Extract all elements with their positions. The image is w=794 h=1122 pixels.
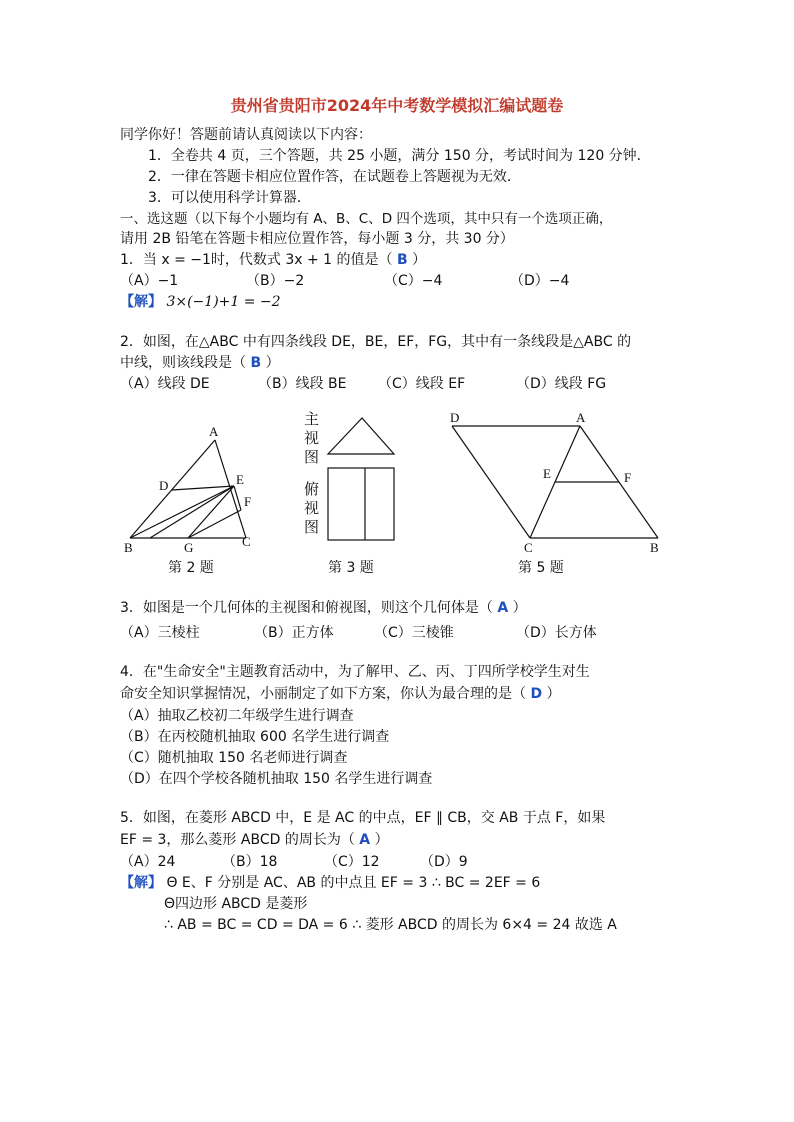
q5-solution-text-3: ∴ AB = BC = CD = DA = 6 ∴ 菱形 ABCD 的周长为 6×4 = 24 故选 A <box>164 917 617 933</box>
instruction-item: 3．可以使用科学计算器． <box>148 190 311 206</box>
fig2-label-e: E <box>236 472 244 487</box>
fig5-caption: 第 5 题 <box>518 560 564 576</box>
q3-stem-line <box>120 598 527 618</box>
fig3-top-label-1: 俯 <box>304 480 320 498</box>
q3-close: ） <box>512 600 527 616</box>
q5-solution-line1 <box>120 873 540 893</box>
fig2-segment-extra <box>150 486 234 538</box>
fig2-segment-ac <box>215 440 246 538</box>
fig2-segment-ge <box>188 486 234 538</box>
fig5-label-e: E <box>543 466 551 481</box>
q5-solution-label: 【解】 <box>120 875 162 891</box>
fig5-segment-dc <box>452 426 530 538</box>
q3-option-d: （D）长方体 <box>516 625 597 641</box>
fig3-front-label-2: 视 <box>304 429 320 447</box>
fig5-label-d: D <box>450 410 460 425</box>
q5-solution-text-1: Θ E、F 分别是 AC、AB 的中点且 EF = 3 ∴ BC = 2EF = 6 <box>166 875 541 891</box>
fig2-label-b: B <box>124 540 133 555</box>
q4-line2 <box>120 684 561 704</box>
figure-2 <box>130 440 246 538</box>
fig2-caption: 第 2 题 <box>168 560 214 576</box>
q5-close: ） <box>374 832 389 848</box>
q1-close: ） <box>412 252 427 268</box>
q2-option-a: （A）线段 DE <box>120 376 210 392</box>
q3-option-b: （B）正方体 <box>254 625 334 641</box>
q2-option-d: （D）线段 FG <box>516 376 607 392</box>
fig2-segment-de <box>172 486 234 490</box>
q2-option-b: （B）线段 BE <box>258 376 347 392</box>
q2-line1: 2．如图，在△ABC 中有四条线段 DE，BE，EF，FG，其中有一条线段是△ABC 的 <box>120 334 632 350</box>
q2-close: ） <box>265 355 280 371</box>
instruction-item: 2．一律在答题卡相应位置作答，在试题卷上答题视为无效． <box>148 169 521 185</box>
fig2-segment-ab <box>130 440 215 538</box>
q5-line2 <box>120 830 389 850</box>
q1-stem-line <box>120 250 426 270</box>
fig2-label-d: D <box>159 478 169 493</box>
q3-option-c: （C）三棱锥 <box>374 625 454 641</box>
fig3-front-label-1: 主 <box>304 410 320 428</box>
fig5-label-a: A <box>576 410 586 425</box>
q1-solution <box>120 292 281 312</box>
q1-answer: B <box>397 252 408 268</box>
q4-line1: 4．在"生命安全"主题教育活动中，为了解甲、乙、丙、丁四所学校学生对生 <box>120 664 590 680</box>
q1-option-a: （A）−1 <box>120 273 179 289</box>
fig3-top-label-2: 视 <box>304 499 320 517</box>
q4-option-c: （C）随机抽取 150 名老师进行调查 <box>120 750 348 766</box>
fig3-caption: 第 3 题 <box>328 560 374 576</box>
fig2-label-c: C <box>242 534 251 549</box>
fig3-top-label-3: 图 <box>304 518 320 536</box>
fig2-segment-ef <box>234 486 241 510</box>
q3-option-a: （A）三棱柱 <box>120 625 200 641</box>
q4-option-b: （B）在丙校随机抽取 600 名学生进行调查 <box>120 729 390 745</box>
q3-answer: A <box>497 600 509 616</box>
q5-solution-text-2: Θ四边形 ABCD 是菱形 <box>164 896 308 912</box>
q1-solution-text: 3×(−1)+1 = −2 <box>166 294 281 310</box>
q2-option-c: （C）线段 EF <box>378 376 466 392</box>
q4-close: ） <box>546 686 561 702</box>
q5-answer: A <box>359 832 371 848</box>
fig2-label-f: F <box>244 494 252 509</box>
fig3-top-view <box>328 468 394 540</box>
section-heading-line1: 一、选这题（以下每个小题均有 A、B、C、D 四个选项，其中只有一个选项正确， <box>120 211 613 227</box>
fig2-label-g: G <box>184 540 194 555</box>
q5-option-a: （A）24 <box>120 854 176 870</box>
q4-answer: D <box>530 686 543 702</box>
q1-option-b: （B）−2 <box>246 273 305 289</box>
q5-line1: 5．如图，在菱形 ABCD 中，E 是 AC 的中点，EF ∥ CB，交 AB 于点 F，如果 <box>120 810 606 826</box>
q2-stem: 中线，则该线段是（ <box>120 355 246 371</box>
instructions-greeting: 同学你好！答题前请认真阅读以下内容： <box>120 127 372 143</box>
figures-area <box>0 400 794 590</box>
q1-option-d: （D）−4 <box>510 273 570 289</box>
q5-option-d: （D）9 <box>420 854 468 870</box>
fig5-label-f: F <box>624 470 632 485</box>
q4-option-a: （A）抽取乙校初二年级学生进行调查 <box>120 708 354 724</box>
q1-solution-label: 【解】 <box>120 294 162 310</box>
q1-stem: 1．当 x = −1时，代数式 3x + 1 的值是（ <box>120 252 393 268</box>
fig5-label-c: C <box>524 540 533 555</box>
q2-line2 <box>120 353 280 373</box>
q1-option-c: （C）−4 <box>384 273 443 289</box>
fig5-label-b: B <box>650 540 659 555</box>
fig2-label-a: A <box>209 424 219 439</box>
q2-answer: B <box>250 355 262 371</box>
section-heading-line2: 请用 2B 铅笔在答题卡相应位置作答，每小题 3 分，共 30 分） <box>120 231 514 247</box>
q4-option-d: （D）在四个学校各随机抽取 150 名学生进行调查 <box>120 771 433 787</box>
fig2-segment-fg <box>188 510 241 538</box>
fig3-front-view <box>328 418 394 454</box>
q5-option-c: （C）12 <box>324 854 380 870</box>
fig3-front-label-3: 图 <box>304 448 320 466</box>
q4-stem: 命安全知识掌握情况，小丽制定了如下方案，你认为最合理的是（ <box>120 686 526 702</box>
instruction-item: 1．全卷共 4 页，三个答题，共 25 小题，满分 150 分，考试时间为 120 分钟． <box>148 148 651 164</box>
fig2-segment-be <box>130 486 234 538</box>
page-title: 贵州省贵阳市2024年中考数学模拟汇编试题卷 <box>230 96 564 115</box>
q3-stem: 3．如图是一个几何体的主视图和俯视图，则这个几何体是（ <box>120 600 493 616</box>
q5-stem: EF = 3，那么菱形 ABCD 的周长为（ <box>120 832 355 848</box>
q5-option-b: （B）18 <box>222 854 278 870</box>
